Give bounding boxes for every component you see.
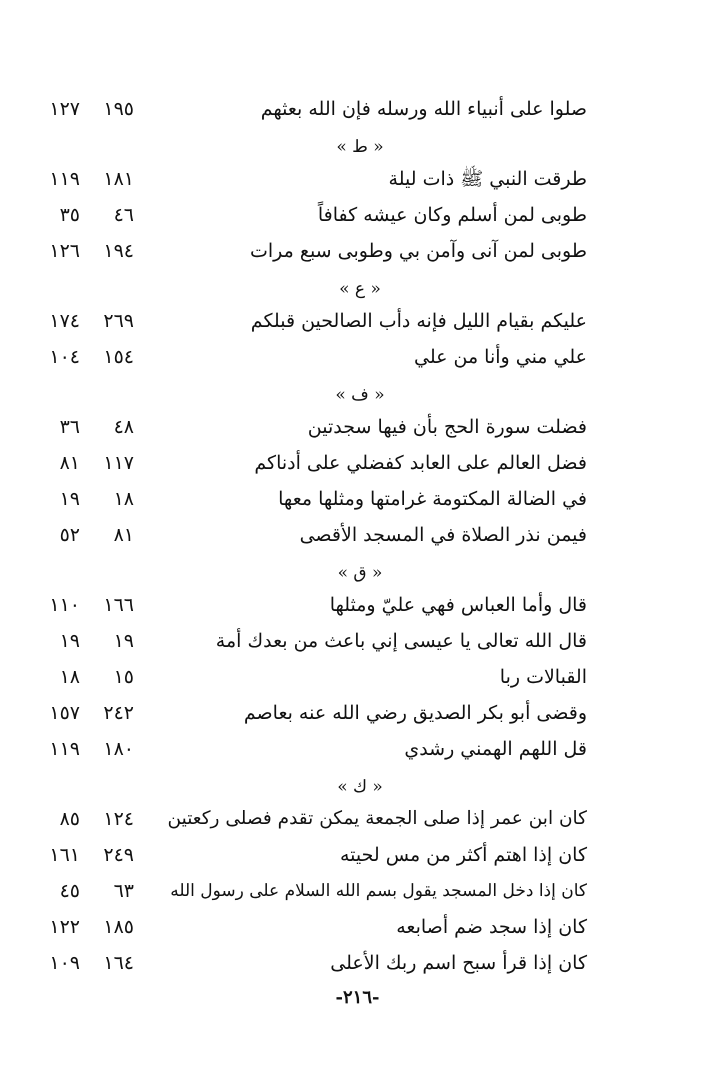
page-reference: ١٠٤ (49, 346, 80, 368)
hadith-text: كان إذا قرأ سبح اسم ربك الأعلى (330, 952, 587, 974)
index-entry (0, 660, 715, 694)
hadith-text: عليكم بقيام الليل فإنه دأب الصالحين قبلكم (250, 310, 587, 332)
page-reference: ١٨ (59, 666, 80, 688)
hadith-text: في الضالة المكتومة غرامتها ومثلها معها (278, 488, 587, 510)
index-entry (0, 340, 715, 374)
section-letter: « ك » (337, 777, 383, 797)
page-reference: ١٥٧ (49, 702, 80, 724)
hadith-number: ١٩٥ (103, 98, 134, 120)
hadith-text: علي مني وأنا من علي (413, 346, 587, 368)
index-entry (0, 482, 715, 516)
index-entry (0, 304, 715, 338)
hadith-text: طرقت النبي ﷺ ذات ليلة (388, 168, 587, 190)
index-entry (0, 910, 715, 944)
hadith-number: ٢٤٩ (103, 844, 134, 866)
hadith-text: طوبى لمن آنى وآمن بي وطوبى سبع مرات (249, 240, 587, 262)
hadith-number: ١٨٥ (103, 916, 134, 938)
hadith-number: ٦٣ (113, 880, 134, 902)
page-reference: ١٢٢ (49, 916, 80, 938)
index-entry (0, 410, 715, 444)
hadith-text: قل اللهم الهمني رشدي (404, 738, 587, 760)
page-reference: ١١٩ (49, 738, 80, 760)
section-letter: « ع » (339, 279, 381, 299)
section-letter-header (0, 132, 715, 162)
index-entry (0, 946, 715, 980)
index-entry (0, 162, 715, 196)
hadith-text: كان إذا سجد ضم أصابعه (396, 916, 587, 938)
page-reference: ٥٢ (59, 524, 80, 546)
page-reference: ٤٥ (59, 880, 80, 902)
hadith-number: ١٨١ (103, 168, 134, 190)
page-reference: ١١٠ (49, 594, 80, 616)
page-reference: ٨١ (59, 452, 80, 474)
page-reference: ٣٦ (59, 416, 80, 438)
hadith-number: ١٩ (113, 630, 134, 652)
page-reference: ١٦١ (49, 844, 80, 866)
hadith-text: قال وأما العباس فهي عليّ ومثلها (329, 594, 587, 616)
index-entry (0, 234, 715, 268)
index-entry (0, 624, 715, 658)
page-reference: ٨٥ (59, 808, 80, 830)
index-entry (0, 588, 715, 622)
page-reference: ١٩ (59, 488, 80, 510)
hadith-number: ١٥ (113, 666, 134, 688)
page-reference: ٣٥ (59, 204, 80, 226)
hadith-number: ١٦٤ (103, 952, 134, 974)
hadith-text: كان إذا دخل المسجد يقول بسم الله السلام على رسول الله (170, 881, 587, 901)
index-entry (0, 92, 715, 126)
index-entry (0, 696, 715, 730)
page-reference: ١٧٤ (49, 310, 80, 332)
page-reference: ١٩ (59, 630, 80, 652)
section-letter-header (0, 274, 715, 304)
index-entry (0, 198, 715, 232)
page-reference: ١٠٩ (49, 952, 80, 974)
hadith-text: فضلت سورة الحج بأن فيها سجدتين (307, 416, 587, 438)
hadith-text: القبالات ربا (499, 666, 587, 688)
page-reference: ١١٩ (49, 168, 80, 190)
index-entry (0, 874, 715, 908)
section-letter-header (0, 558, 715, 588)
index-entry (0, 802, 715, 836)
section-letter-header (0, 380, 715, 410)
index-entry (0, 838, 715, 872)
index-entry (0, 446, 715, 480)
hadith-number: ١١٧ (103, 452, 134, 474)
hadith-text: طوبى لمن أسلم وكان عيشه كفافاً (317, 204, 587, 226)
hadith-number: ١٢٤ (103, 808, 134, 830)
hadith-number: ١٨٠ (103, 738, 134, 760)
hadith-number: ٨١ (113, 524, 134, 546)
hadith-number: ٢٦٩ (103, 310, 134, 332)
hadith-number: ٤٨ (113, 416, 134, 438)
hadith-text: كان ابن عمر إذا صلى الجمعة يمكن تقدم فصلى ركعتين (167, 808, 587, 829)
hadith-number: ١٦٦ (103, 594, 134, 616)
hadith-number: ٤٦ (113, 204, 134, 226)
hadith-number: ١٨ (113, 488, 134, 510)
index-entry (0, 732, 715, 766)
section-letter: « ق » (337, 563, 383, 583)
hadith-number: ١٥٤ (103, 346, 134, 368)
hadith-text: كان إذا اهتم أكثر من مس لحيته (339, 844, 587, 866)
section-letter: « ط » (336, 137, 384, 157)
hadith-text: فيمن نذر الصلاة في المسجد الأقصى (299, 524, 587, 546)
hadith-text: فضل العالم على العابد كفضلي على أدناكم (254, 452, 587, 474)
hadith-text: قال الله تعالى يا عيسى إني باعث من بعدك أمة (215, 630, 587, 652)
section-letter: « ف » (335, 385, 385, 405)
hadith-number: ٢٤٢ (103, 702, 134, 724)
page-number: -٢١٦- (335, 987, 380, 1008)
hadith-text: وقضى أبو بكر الصديق رضي الله عنه بعاصم (243, 702, 587, 724)
page-reference: ١٢٦ (49, 240, 80, 262)
section-letter-header (0, 772, 715, 802)
hadith-text: صلوا على أنبياء الله ورسله فإن الله بعثهم (260, 98, 587, 120)
hadith-number: ١٩٤ (103, 240, 134, 262)
index-entry (0, 518, 715, 552)
page-reference: ١٢٧ (49, 98, 80, 120)
